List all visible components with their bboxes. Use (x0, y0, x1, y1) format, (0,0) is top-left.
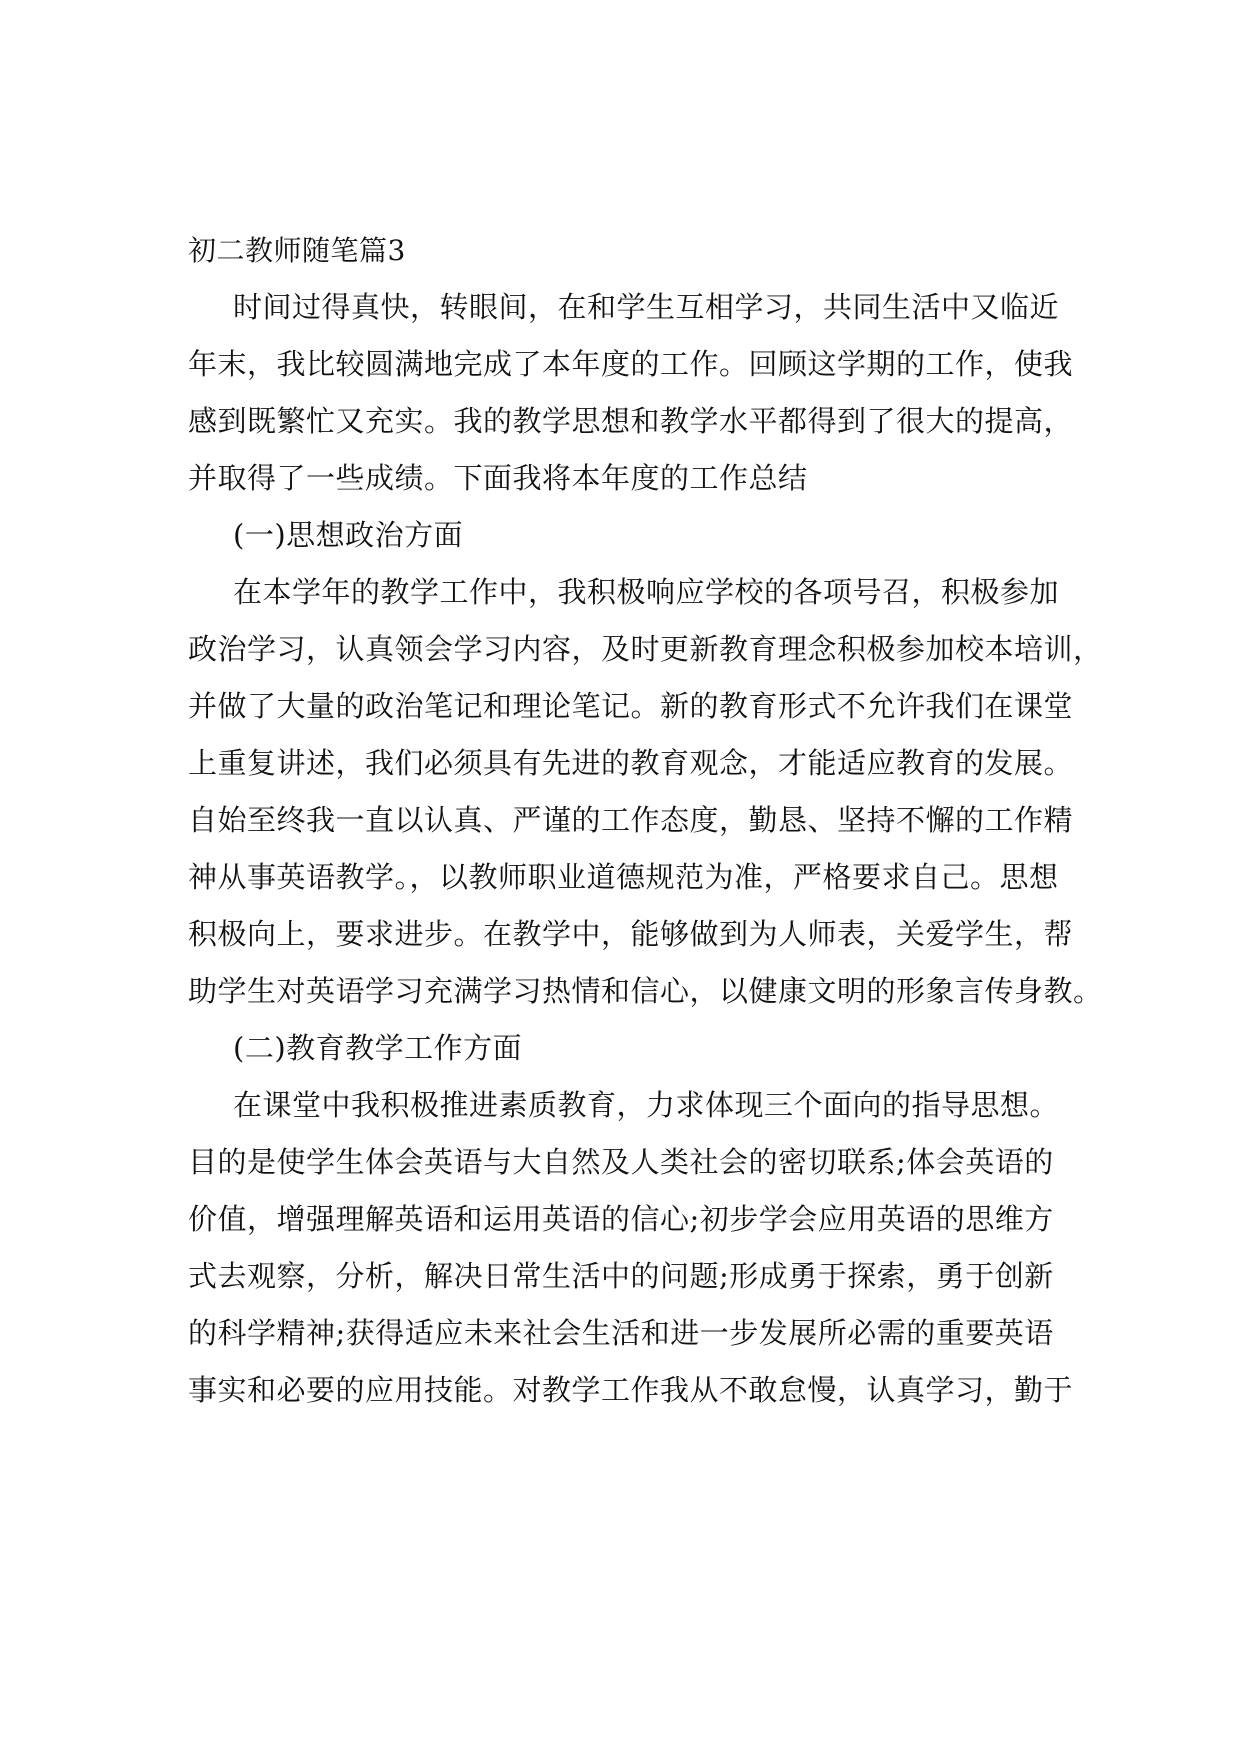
paragraph-line: 在课堂中我积极推进素质教育，力求体现三个面向的指导思想。 (233, 1088, 1060, 1122)
paragraph-line: 在本学年的教学工作中，我积极响应学校的各项号召，积极参加 (233, 575, 1060, 609)
paragraph-line: 价值，增强理解英语和运用英语的信心;初步学会应用英语的思维方 (188, 1202, 1054, 1236)
paragraph-line: 自始至终我一直以认真、严谨的工作态度，勤恳、坚持不懈的工作精 (188, 803, 1074, 837)
section-heading: (一)思想政治方面 (233, 518, 464, 552)
document-title: 初二教师随笔篇3 (188, 234, 406, 267)
paragraph-line: 积极向上，要求进步。在教学中，能够做到为人师表，关爱学生，帮 (188, 917, 1074, 951)
paragraph-line: 助学生对英语学习充满学习热情和信心，以健康文明的形象言传身教。 (188, 974, 1103, 1008)
paragraph-line: 年末，我比较圆满地完成了本年度的工作。回顾这学期的工作，使我 (188, 347, 1074, 381)
paragraph-line: 感到既繁忙又充实。我的教学思想和教学水平都得到了很大的提高， (188, 404, 1074, 438)
paragraph-line: 并做了大量的政治笔记和理论笔记。新的教育形式不允许我们在课堂 (188, 689, 1074, 723)
paragraph-line: 的科学精神;获得适应未来社会生活和进一步发展所必需的重要英语 (188, 1316, 1054, 1350)
paragraph-line: 神从事英语教学。，以教师职业道德规范为准，严格要求自己。思想 (188, 860, 1059, 894)
paragraph-line: 式去观察，分析，解决日常生活中的问题;形成勇于探索，勇于创新 (188, 1259, 1054, 1293)
paragraph-line: 事实和必要的应用技能。对教学工作我从不敢怠慢，认真学习，勤于 (188, 1373, 1074, 1407)
paragraph-line: 时间过得真快，转眼间，在和学生互相学习，共同生活中又临近 (233, 290, 1060, 324)
paragraph-line: 并取得了一些成绩。下面我将本年度的工作总结 (188, 461, 808, 495)
paragraph-line: 上重复讲述，我们必须具有先进的教育观念，才能适应教育的发展。 (188, 746, 1074, 780)
paragraph-line: 政治学习，认真领会学习内容，及时更新教育理念积极参加校本培训， (188, 632, 1103, 666)
paragraph-line: 目的是使学生体会英语与大自然及人类社会的密切联系;体会英语的 (188, 1145, 1054, 1179)
section-heading: (二)教育教学工作方面 (233, 1031, 523, 1065)
